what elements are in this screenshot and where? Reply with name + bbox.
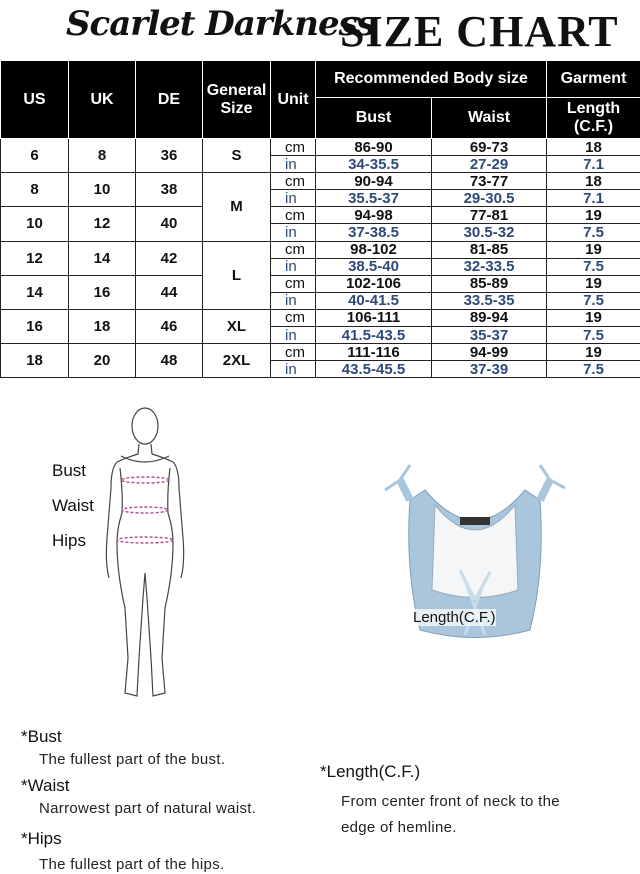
bust-cell: 98-102	[316, 241, 432, 258]
unit-cell: in	[271, 258, 316, 275]
length-cell: 7.5	[547, 327, 640, 344]
unit-cell: cm	[271, 344, 316, 361]
bust-cell: 86-90	[316, 139, 432, 156]
header-unit: Unit	[271, 61, 316, 139]
waist-cell: 33.5-35	[432, 292, 547, 309]
de-size-cell: 36	[136, 139, 203, 173]
unit-cell: in	[271, 292, 316, 309]
length-cell: 7.5	[547, 361, 640, 378]
header-general-size: General Size	[203, 61, 271, 139]
us-size-cell: 14	[1, 275, 69, 309]
uk-size-cell: 16	[69, 275, 136, 309]
length-cell: 18	[547, 139, 640, 156]
length-cell: 7.1	[547, 190, 640, 207]
header-garment: Garment	[547, 61, 640, 98]
waist-cell: 30.5-32	[432, 224, 547, 241]
us-size-cell: 16	[1, 309, 69, 343]
uk-size-cell: 12	[69, 207, 136, 241]
note-waist-heading: *Waist	[21, 776, 70, 795]
waist-cell: 29-30.5	[432, 190, 547, 207]
bust-cell: 106-111	[316, 309, 432, 326]
table-row	[1, 139, 640, 156]
note-length-heading: *Length(C.F.)	[320, 762, 421, 781]
de-size-cell: 42	[136, 241, 203, 275]
bust-cell: 90-94	[316, 173, 432, 190]
body-figure-icon	[95, 398, 195, 710]
size-table	[0, 60, 640, 378]
waist-cell: 37-39	[432, 361, 547, 378]
unit-cell: cm	[271, 139, 316, 156]
label-bust: Bust	[52, 461, 87, 480]
uk-size-cell: 20	[69, 344, 136, 378]
general-size-cell: L	[203, 241, 271, 309]
waist-cell: 73-77	[432, 173, 547, 190]
us-size-cell: 6	[1, 139, 69, 173]
length-cell: 19	[547, 309, 640, 326]
bust-cell: 43.5-45.5	[316, 361, 432, 378]
table-row	[1, 241, 640, 258]
us-size-cell: 18	[1, 344, 69, 378]
brand-logo: Scarlet Darkness	[66, 4, 375, 44]
page-title: SIZE CHART	[340, 7, 619, 56]
unit-cell: in	[271, 327, 316, 344]
length-cell: 18	[547, 173, 640, 190]
us-size-cell: 10	[1, 207, 69, 241]
waist-cell: 69-73	[432, 139, 547, 156]
table-row	[1, 173, 640, 190]
waist-cell: 81-85	[432, 241, 547, 258]
us-size-cell: 12	[1, 241, 69, 275]
header-waist: Waist	[432, 98, 547, 139]
us-size-cell: 8	[1, 173, 69, 207]
uk-size-cell: 18	[69, 309, 136, 343]
waist-cell: 77-81	[432, 207, 547, 224]
note-bust-text: The fullest part of the bust.	[39, 751, 226, 768]
uk-size-cell: 8	[69, 139, 136, 173]
label-hips: Hips	[52, 531, 87, 550]
note-hips-heading: *Hips	[21, 829, 62, 848]
header-uk: UK	[69, 61, 136, 139]
bust-cell: 102-106	[316, 275, 432, 292]
header-length: Length (C.F.)	[547, 98, 640, 139]
unit-cell: in	[271, 361, 316, 378]
bust-cell: 111-116	[316, 344, 432, 361]
note-bust-heading: *Bust	[21, 727, 62, 746]
note-hips-text: The fullest part of the hips.	[39, 856, 225, 873]
table-row	[1, 207, 640, 224]
unit-cell: in	[271, 190, 316, 207]
length-cell: 19	[547, 344, 640, 361]
unit-cell: cm	[271, 173, 316, 190]
general-size-cell: M	[203, 173, 271, 241]
de-size-cell: 44	[136, 275, 203, 309]
bust-cell: 34-35.5	[316, 156, 432, 173]
general-size-cell: 2XL	[203, 344, 271, 378]
length-cell: 7.5	[547, 224, 640, 241]
label-length: Length(C.F.)	[413, 609, 496, 626]
bust-cell: 35.5-37	[316, 190, 432, 207]
corset-garment-icon	[380, 460, 570, 670]
bust-cell: 40-41.5	[316, 292, 432, 309]
bust-cell: 38.5-40	[316, 258, 432, 275]
de-size-cell: 40	[136, 207, 203, 241]
waist-cell: 27-29	[432, 156, 547, 173]
length-cell: 19	[547, 241, 640, 258]
length-cell: 7.5	[547, 292, 640, 309]
de-size-cell: 48	[136, 344, 203, 378]
table-row	[1, 275, 640, 292]
unit-cell: cm	[271, 241, 316, 258]
label-waist: Waist	[52, 496, 94, 515]
uk-size-cell: 14	[69, 241, 136, 275]
header-us: US	[1, 61, 69, 139]
length-cell: 7.5	[547, 258, 640, 275]
unit-cell: in	[271, 224, 316, 241]
waist-cell: 85-89	[432, 275, 547, 292]
general-size-cell: XL	[203, 309, 271, 343]
unit-cell: cm	[271, 275, 316, 292]
bust-cell: 41.5-43.5	[316, 327, 432, 344]
waist-cell: 32-33.5	[432, 258, 547, 275]
waist-cell: 94-99	[432, 344, 547, 361]
table-row	[1, 309, 640, 326]
note-waist-text: Narrowest part of natural waist.	[39, 800, 257, 817]
note-length-text-1: From center front of neck to the	[341, 793, 560, 810]
header-de: DE	[136, 61, 203, 139]
de-size-cell: 46	[136, 309, 203, 343]
unit-cell: in	[271, 156, 316, 173]
header-bust: Bust	[316, 98, 432, 139]
table-row	[1, 344, 640, 361]
general-size-cell: S	[203, 139, 271, 173]
unit-cell: cm	[271, 207, 316, 224]
length-cell: 7.1	[547, 156, 640, 173]
waist-cell: 89-94	[432, 309, 547, 326]
length-cell: 19	[547, 207, 640, 224]
de-size-cell: 38	[136, 173, 203, 207]
uk-size-cell: 10	[69, 173, 136, 207]
length-cell: 19	[547, 275, 640, 292]
bust-cell: 94-98	[316, 207, 432, 224]
waist-cell: 35-37	[432, 327, 547, 344]
unit-cell: cm	[271, 309, 316, 326]
bust-cell: 37-38.5	[316, 224, 432, 241]
header-recommended: Recommended Body size	[316, 61, 547, 98]
note-length-text-2: edge of hemline.	[341, 819, 457, 836]
